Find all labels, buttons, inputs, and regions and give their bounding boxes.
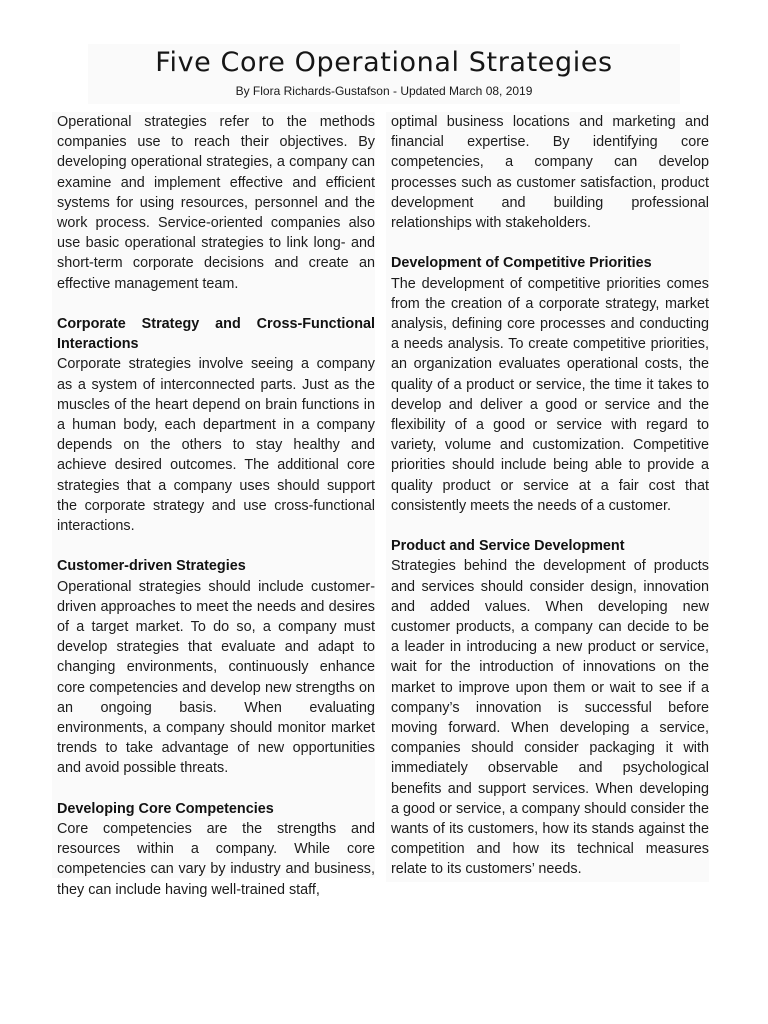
section-heading: Development of Competitive Priorities (391, 255, 652, 272)
section-body-part-1: Core competencies are the strengths and resources within a company. While core competencies can vary by industry and business, they can include having well-trained staff, (57, 821, 375, 898)
section-heading: Developing Core Competencies (57, 800, 274, 817)
section-customer-driven (57, 556, 375, 778)
section-body: Corporate strategies involve seeing a company as a system of interconnected parts. Just as the muscles of the heart depend on brain functions in a human body, each department in a company depends on the others to stay healthy and achieve desired outcomes. The additional core strategies that a company uses should support the corporate strategy and use cross-functional interactions. (57, 356, 375, 535)
section-core-competencies (57, 799, 375, 900)
section-heading: Product and Service Development (391, 538, 625, 555)
section-body: Strategies behind the development of products and services should consider design, innovation and added values. When developing new customer products, a company can decide to be a leader in introducing a new product or service, wait for the introduction of innovations on the market to improve upon them or wait to see if a company’s innovation is successful before moving forward. When developing a service, companies should consider packaging it with immediately observable and psychological benefits and support services. When developing a good or service, a company should consider the wants of its customers, how its stands against the competition and how its technical measures relate to its customers’ needs. (391, 558, 709, 878)
section-competitive-priorities (391, 253, 709, 516)
article-byline: By Flora Richards-Gustafson - Updated March 08, 2019 (235, 84, 533, 98)
intro-paragraph: Operational strategies refer to the methods companies use to reach their objectives. By developing operational strategies, a company can examine and implement effective and efficient systems for using resources, personnel and the work process. Service-oriented companies also use basic operational strategies to link long- and short-term corporate decisions and create an effective management team. (57, 114, 375, 292)
article-header (88, 44, 680, 104)
section-body: The development of competitive priorities comes from the creation of a corporate strategy, market analysis, defining core processes and conducting a needs analysis. To create competitive priorities, an organization evaluates operational costs, the quality of a product or service, the time it takes to develop and deliver a good or service and the flexibility of a good or service with regard to variety, volume and customization. Competitive priorities should include being able to provide a quality product or service at a fair cost that consistently meets the needs of a customer. (391, 275, 709, 514)
article-title: Five Core Operational Strategies (155, 47, 613, 78)
section-heading: Customer-driven Strategies (57, 558, 246, 575)
section-corporate-strategy (57, 314, 375, 536)
section-heading: Corporate Strategy and Cross-Functional Interactions (57, 316, 375, 353)
right-column (386, 112, 709, 882)
section-product-service-development (391, 536, 709, 879)
section-body: Operational strategies should include customer-driven approaches to meet the needs and desires of a target market. To do so, a company must develop strategies that evaluate and adapt to changing environments, continuously enhance core competencies and develop new strengths on an ongoing basis. When evaluating environments, a company should monitor market trends to take advantage of new opportunities and avoid possible threats. (57, 578, 375, 777)
left-column (52, 112, 375, 898)
section-body-part-2: optimal business locations and marketing and financial expertise. By identifying core competencies, a company can develop processes such as customer satisfaction, product development and building professional relationships with stakeholders. (391, 114, 709, 232)
